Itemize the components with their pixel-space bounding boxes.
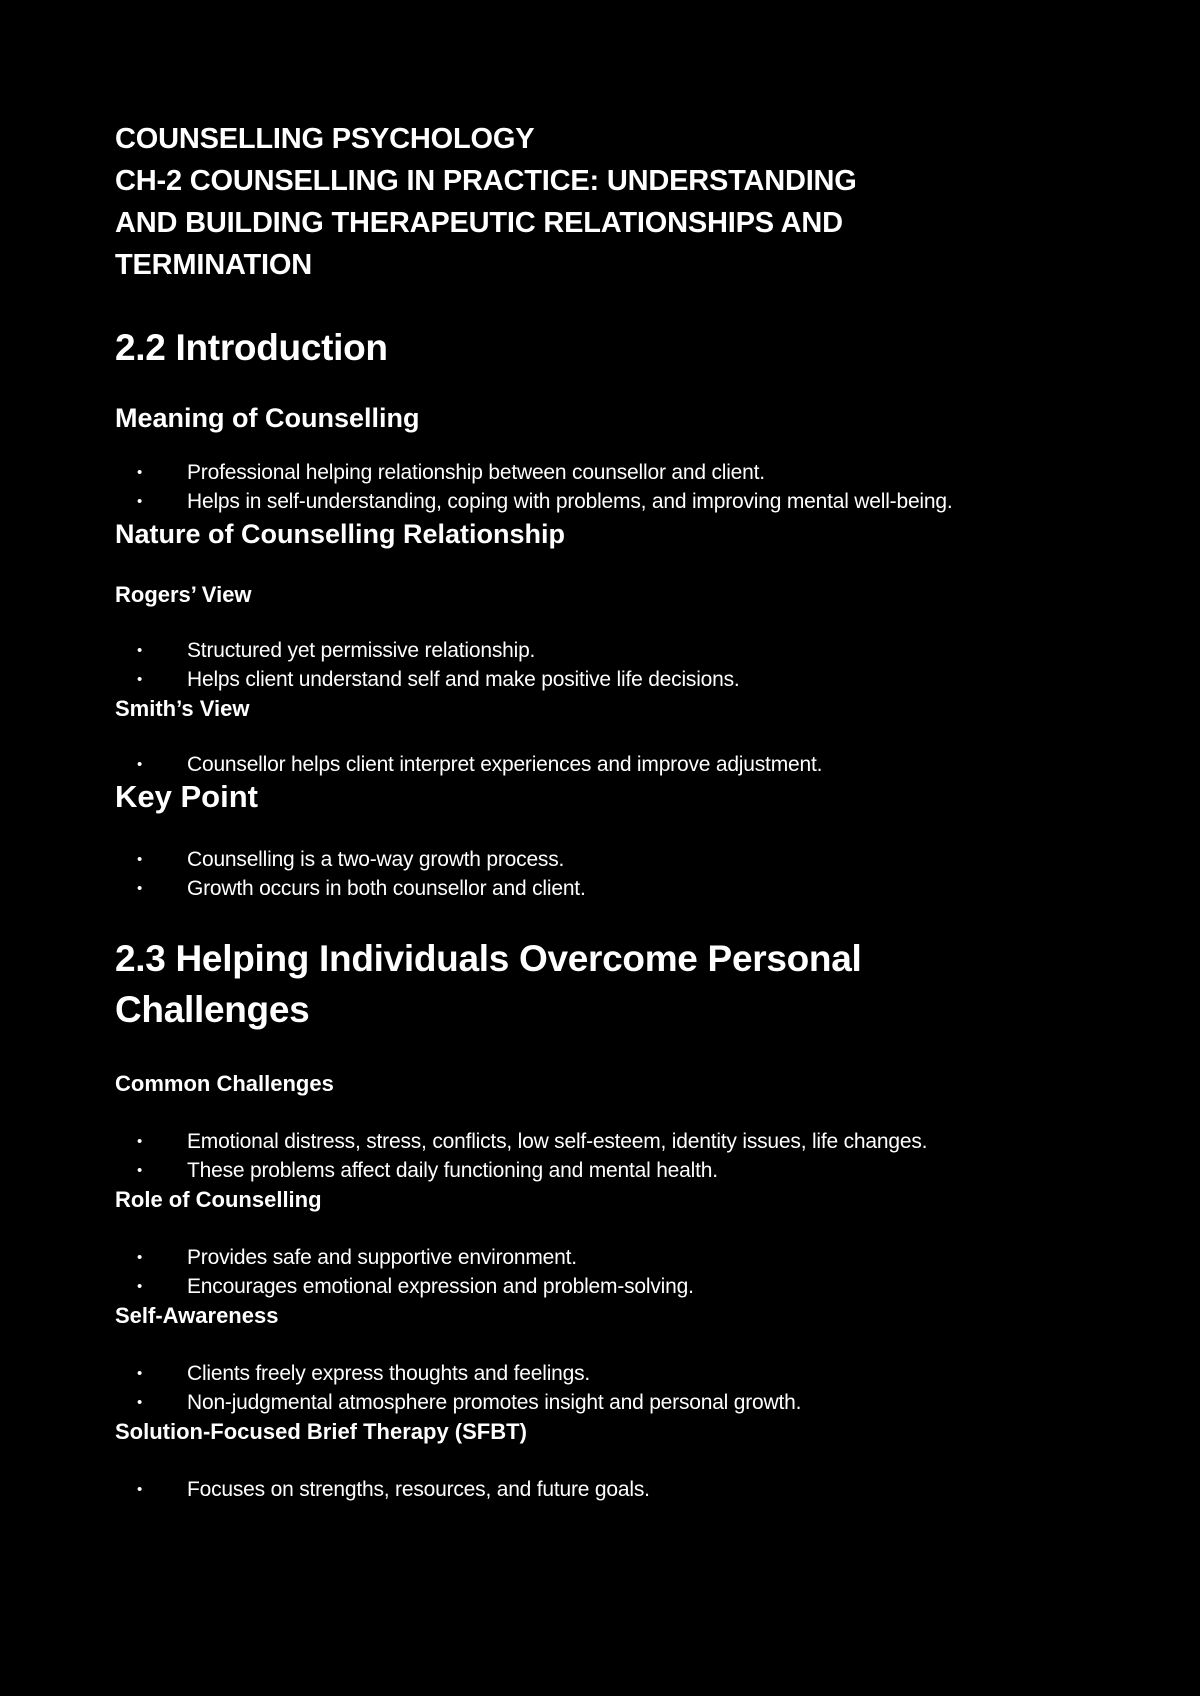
list-item: • Counsellor helps client interpret experiences and improve adjustment. [115, 750, 1120, 779]
heading-rogers-view: Rogers’ View [115, 582, 252, 607]
sfbt-list [115, 1475, 1120, 1504]
smith-list [115, 750, 1120, 779]
list-item: • Growth occurs in both counsellor and client. [115, 874, 1120, 903]
title-line-2: CH-2 COUNSELLING IN PRACTICE: UNDERSTANDING [115, 165, 857, 197]
heading-role-of-counselling: Role of Counselling [115, 1187, 322, 1212]
self-awareness-list [115, 1359, 1120, 1417]
list-item: • Provides safe and supportive environment. [115, 1243, 1120, 1272]
heading-self-awareness: Self-Awareness [115, 1303, 279, 1328]
heading-meaning-of-counselling: Meaning of Counselling [115, 403, 420, 433]
role-list [115, 1243, 1120, 1301]
list-item: • Clients freely express thoughts and feelings. [115, 1359, 1120, 1388]
heading-smiths-view: Smith’s View [115, 696, 250, 721]
common-challenges-list [115, 1127, 1120, 1185]
title-line-4: TERMINATION [115, 249, 313, 281]
list-item: • These problems affect daily functioning and mental health. [115, 1156, 1120, 1185]
list-item: • Counselling is a two-way growth process. [115, 845, 1120, 874]
title-line-3: AND BUILDING THERAPEUTIC RELATIONSHIPS AND [115, 207, 843, 239]
heading-sfbt: Solution-Focused Brief Therapy (SFBT) [115, 1419, 527, 1444]
rogers-list [115, 636, 1120, 694]
list-item: • Emotional distress, stress, conflicts, low self-esteem, identity issues, life changes. [115, 1127, 1120, 1156]
list-item: • Structured yet permissive relationship. [115, 636, 1120, 665]
key-point-list [115, 845, 1120, 903]
document-title [115, 118, 1120, 286]
title-line-1: COUNSELLING PSYCHOLOGY [115, 123, 535, 155]
list-item: • Focuses on strengths, resources, and future goals. [115, 1475, 1120, 1504]
meaning-list [115, 458, 1120, 516]
section-heading-overcoming-challenges: 2.3 Helping Individuals Overcome Personal Challenges [115, 938, 862, 1030]
list-item: • Non-judgmental atmosphere promotes insight and personal growth. [115, 1388, 1120, 1417]
section-heading-introduction: 2.2 Introduction [115, 327, 388, 368]
heading-key-point: Key Point [115, 779, 258, 814]
list-item: • Helps client understand self and make positive life decisions. [115, 665, 1120, 694]
heading-nature-of-relationship: Nature of Counselling Relationship [115, 519, 566, 549]
list-item: • Helps in self-understanding, coping with problems, and improving mental well-being. [115, 487, 1120, 516]
list-item: • Professional helping relationship between counsellor and client. [115, 458, 1120, 487]
heading-common-challenges: Common Challenges [115, 1071, 334, 1096]
list-item: • Encourages emotional expression and problem-solving. [115, 1272, 1120, 1301]
